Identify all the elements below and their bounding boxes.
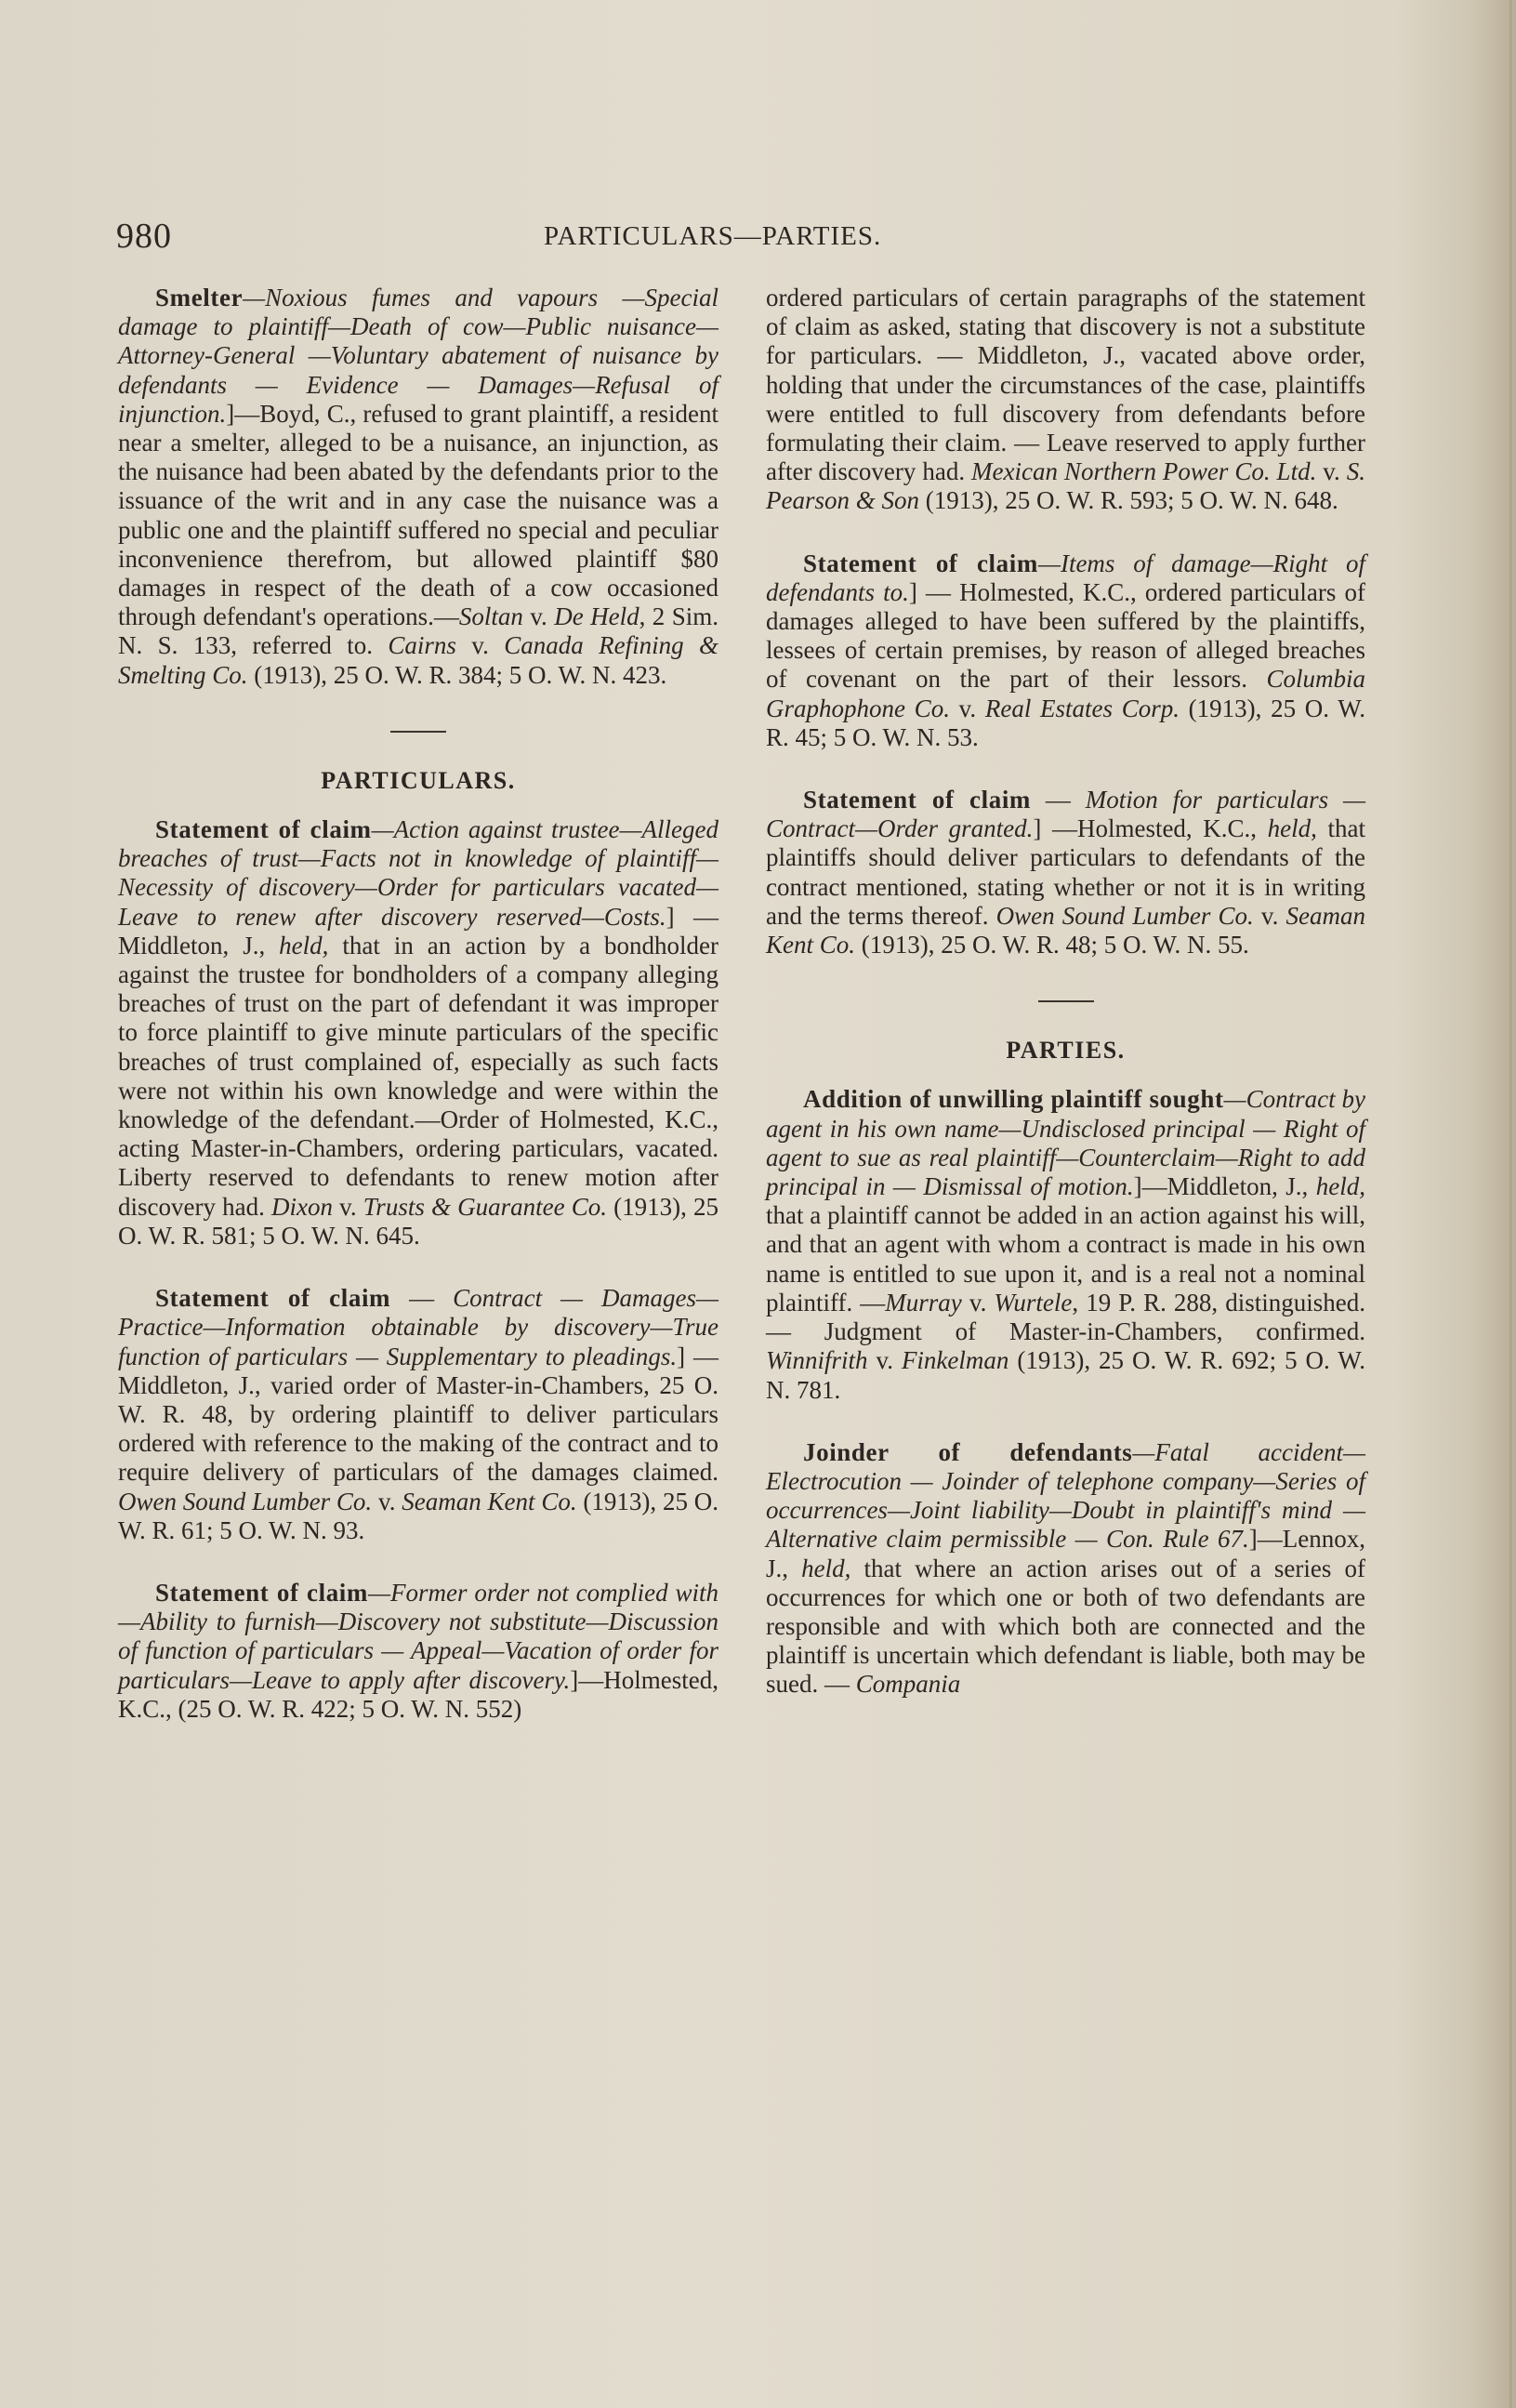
right-column [766,284,1365,1700]
citation: (1913), 25 O. W. R. 593; 5 O. W. N. 648. [919,486,1338,515]
citation: (1913), 25 O. W. R. 48; 5 O. W. N. 55. [855,931,1249,959]
citation: (1913), 25 O. W. R. 384; 5 O. W. N. 423. [247,660,667,689]
entry-headnote: Motion for particulars — Contract—Order granted. [766,786,1365,843]
entry-keyword: Statement of claim [803,549,1038,577]
entry-addition-of-plaintiff [766,1085,1365,1404]
case-name: Real Estates Corp. [984,694,1180,722]
case-name: Canada Refining & Smelting Co. [118,631,719,689]
running-head: PARTICULARS—PARTIES. [544,221,882,251]
entry-keyword: Statement of claim [155,1284,391,1313]
entry-text: ordered particulars of certain paragraphs of the statement of claim as asked, stating that discovery is not a substitute for particulars. — Middleton, J., vacated above order, holding that under the circumstances of the case, plaintiffs were entitled to full discovery from defendants before formulating their claim. — Leave reserved to apply further after discovery had. [766,284,1365,486]
case-name: Columbia Graphophone Co. [766,665,1365,722]
entry-statement-of-claim-contract [118,1284,718,1545]
entry-keyword: Statement of claim [155,1578,368,1607]
entry-text: that a plaintiff cannot be added in an action against his will, and that an agent with whom a contract is made in his own name is entitled to sue upon it, and is a real not a nominal plaintiff. — [766,1201,1365,1316]
entry-statement-of-claim-former-order [118,1579,718,1724]
entry-text: that in an action by a bondholder against the trustee for bondholders of a company alleging breaches of trust on the part of defendant it was improper to force plaintiff to give minute particulars of the specific breaches of trust complained of, especially as such facts were not within his own knowledge and were within the knowledge of the defendant.—Order of Holmested, K.C., acting Master-in-Chambers, ordering particulars, vacated. Liberty reserved to defendants to renew motion after discovery had. [118,931,718,1221]
entry-keyword: Addition of unwilling plaintiff sought [803,1085,1224,1114]
entry-text: , 19 P. R. 288, distinguished. — Judgment of Master-in-Chambers, confirmed. [766,1288,1365,1346]
entry-headnote: —Noxious fumes and vapours —Special damage to plaintiff—Death of cow—Public nuisance—Attorney-General —Voluntary abatement of nuisance by defendants — Evidence — Damages—Refusal of injunction. [118,284,718,428]
case-name: Finkelman [901,1346,1009,1375]
entry-smelter [118,284,718,690]
citation: (1913), 25 O. W. R. 61; 5 O. W. N. 93. [118,1487,718,1544]
entry-keyword: Statement of claim [803,786,1032,814]
case-name: S. Pearson & Son [766,457,1366,515]
page-number: 980 [116,217,172,256]
entry-statement-of-claim-motion [766,786,1365,959]
entry-keyword: Smelter [155,284,244,311]
entry-text: v. [949,694,985,722]
left-column [118,284,718,1724]
entry-text: v. [332,1192,363,1221]
section-separator [1038,1000,1094,1002]
case-name: Trusts & Guarantee Co. [363,1192,607,1221]
entry-text: ] — Holmested, K.C., ordered particulars of damages alleged to have been suffered by the plaintiffs, lessees of certain premises, by reason of alleged breaches of covenant on the part of their lessors. [766,577,1365,694]
entry-text: ]—Lennox, J., [766,1525,1365,1582]
entry-text: , 2 Sim. N. S. 133, referred to. [118,602,718,660]
entry-text: ] —Middleton, J., varied order of Master-in-Chambers, 25 O. W. R. 48, by ordering plaintiff to deliver particulars ordered with reference to the making of the contract and to require delivery of particulars of the damages claimed. [118,1342,718,1487]
entry-text: v. [867,1346,902,1375]
entry-text: that where an action arises out of a series of occurrences for which one or both of two defendants are responsible and with which both are connected and the plaintiff is uncertain which defendant is liable, both may be sued. — [766,1554,1365,1699]
held-word: held, [1267,814,1317,843]
entry-statement-of-claim-damages [766,549,1365,752]
case-name: De Held [554,602,639,631]
case-name: Murray [885,1288,962,1316]
entry-text: v. [372,1487,402,1515]
entry-text: — [1031,786,1086,814]
entry-text: that plaintiffs should deliver particulars to defendants of the contract mentioned, stating whether or not it is in writing and the terms thereof. [766,814,1365,930]
entry-headnote: Contract — Damages—Practice—Information obtainable by discovery—True function of particulars — Supplementary to pleadings. [118,1284,719,1370]
entry-keyword: Joinder of defendants [803,1437,1133,1466]
held-word: held, [801,1554,851,1582]
citation: (1913), 25 O. W. R. 581; 5 O. W. N. 645. [118,1192,719,1250]
entry-text: v. [1253,901,1286,930]
entry-headnote: —Action against trustee—Alleged breaches of trust—Facts not in knowledge of plaintiff—Necessity of discovery—Order for particulars vacated—Leave to renew after discovery reserved—Costs. [118,815,718,931]
entry-text: v. [961,1288,995,1316]
citation: (1913), 25 O. W. R. 692; 5 O. W. N. 781. [766,1346,1365,1404]
entry-text: v. [522,602,555,631]
held-word: held, [279,931,329,959]
entry-text: v. [1316,457,1347,486]
section-heading-parties: PARTIES. [1006,1037,1126,1065]
entry-keyword: Statement of claim [155,815,372,844]
entry-text: v. [455,631,505,660]
entry-text: ] —Holmested, K.C., [1033,814,1268,843]
entry-headnote: —Items of damage—Right of defendants to. [766,549,1365,606]
entry-headnote: —Contract by agent in his own name—Undisclosed principal — Right of agent to sue as real plaintiff—Counterclaim—Right to add principal in — Dismissal of motion. [766,1085,1365,1201]
held-word: held, [1315,1172,1366,1201]
entry-text: ]—Boyd, C., refused to grant plaintiff, a resident near a smelter, alleged to be a nuisance, an injunction, as the nuisance had been abated by the defendants prior to the issuance of the writ and in any case the nuisance was a public one and the plaintiff suffered no special and peculiar inconvenience therefrom, but allowed plaintiff $80 damages in respect of the death of a cow occasioned through defendant's operations.— [118,399,718,631]
case-name: Owen Sound Lumber Co. [995,901,1254,930]
case-name: Compania [855,1670,961,1699]
entry-text: ]—Middleton, J., [1133,1172,1316,1201]
entry-joinder-of-defendants [766,1438,1365,1700]
case-name: Cairns [388,631,456,660]
section-separator [390,731,446,733]
entry-headnote: —Former order not complied with—Ability to furnish—Discovery not substitute—Discussion of function of particulars — Appeal—Vacation of order for particulars—Leave to apply after discovery. [118,1578,718,1694]
case-name: Owen Sound Lumber Co. [118,1487,373,1515]
entry-text: ]—Holmested, K.C., (25 O. W. R. 422; 5 O. W. N. 552) [118,1665,718,1723]
case-name: Mexican Northern Power Co. Ltd. [971,457,1317,486]
case-name: Dixon [271,1192,333,1221]
case-name: Winnifrith [766,1346,868,1375]
entry-continuation [766,284,1365,516]
case-name: Seaman Kent Co. [766,901,1366,959]
case-name: Seaman Kent Co. [402,1487,577,1515]
citation: (1913), 25 O. W. R. 45; 5 O. W. N. 53. [766,694,1366,751]
page-edge-shadow [1509,0,1512,2408]
entry-statement-of-claim-trustee [118,815,718,1250]
section-heading-particulars: PARTICULARS. [321,766,516,794]
entry-headnote: —Fatal accident—Electrocution — Joinder of telephone company—Series of occurrences—Joint liability—Doubt in plaintiff's mind —Alternative claim permissible — Con. Rule 67. [766,1437,1365,1554]
entry-text: — [390,1284,454,1313]
case-name: Wurtele [994,1288,1073,1316]
entry-text: ] — Middleton, J., [118,902,718,959]
case-name: Soltan [458,602,523,631]
page-header [116,216,1362,262]
